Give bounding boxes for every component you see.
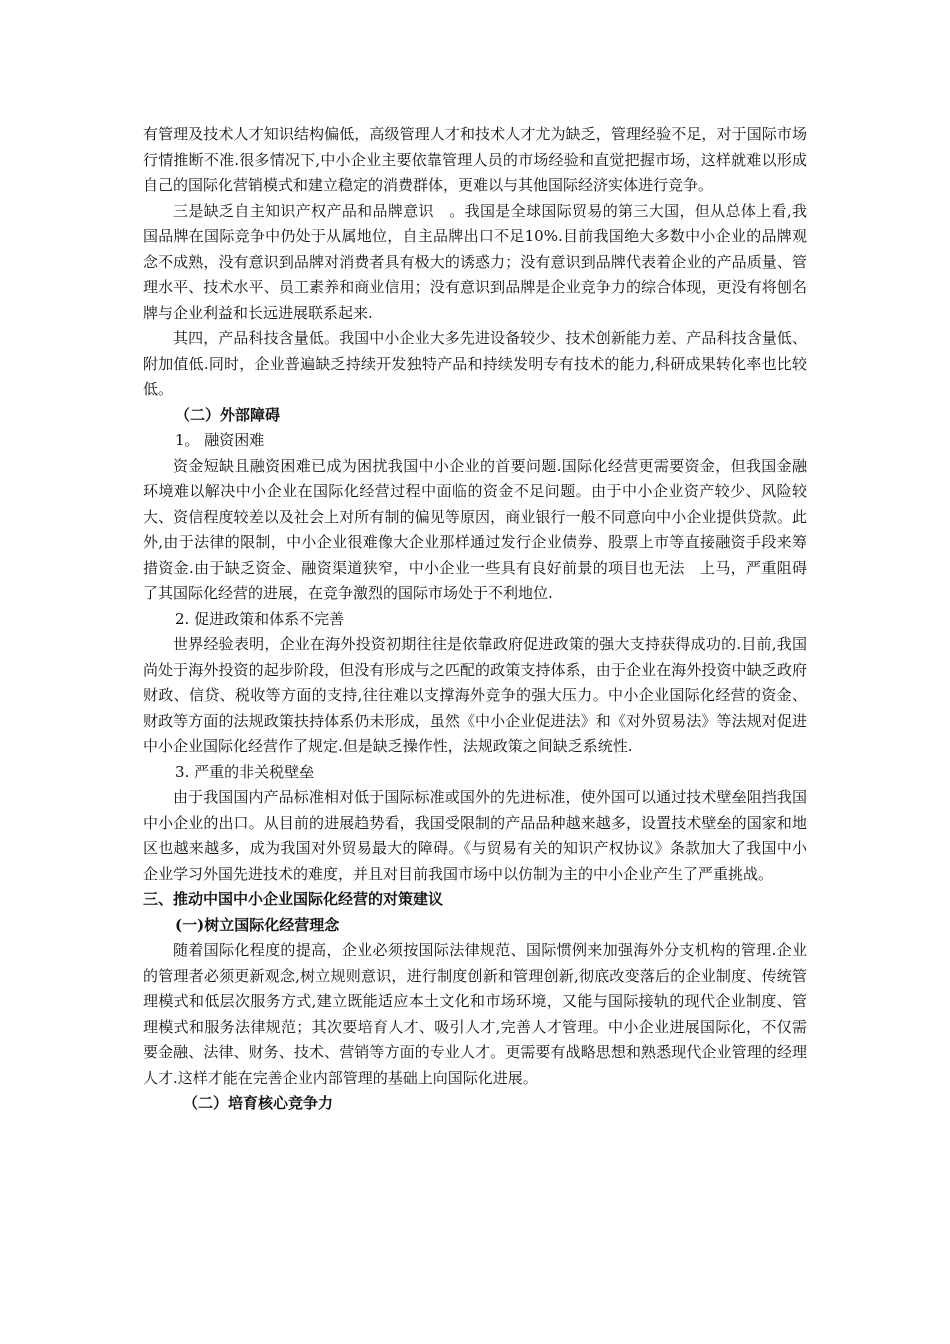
list-item-financing: 1。 融资困难 <box>175 431 265 449</box>
paragraph-brand-awareness: 三是缺乏自主知识产权产品和品牌意识 。我国是全球国际贸易的第三大国，但从总体上看,我国品牌在国际竞争中仍处于从属地位，自主品牌出口不足10%.目前我国绝大多数中小企业的品牌观念不成熟，没有意识到品牌对消费者具有极大的诱惑力；没有意识到品牌代表着企业的产品质量、管理水平、技术水平、员工素养和商业信用；没有意识到品牌是企业竞争力的综合体现，更没有将刨名牌与企业利益和长远进展联系起来. <box>143 201 807 322</box>
paragraph-policy: 世界经验表明，企业在海外投资初期往往是依靠政府促进政策的强大支持获得成功的.目前,我国尚处于海外投资的起步阶段，但没有形成与之匹配的政策支持体系，由于企业在海外投资中缺乏政府财政、信贷、税收等方面的支持,往往难以支撑海外竞争的强大压力。中小企业国际化经营的资金、财政等方面的法规政策扶持体系仍未形成，虽然《中小企业促进法》和《对外贸易法》等法规对促进中小企业国际化经营作了规定.但是缺乏操作性，法规政策之间缺乏系统性. <box>143 635 807 755</box>
section-heading-external-barriers: （二）外部障碍 <box>175 405 281 424</box>
paragraph-non-tariff: 由于我国国内产品标准相对低于国际标准或国外的先进标准，使外国可以通过技术壁垒阻挡我国中小企业的出口。从目前的进展趋势看，我国受限制的产品品种越来越多，设置技术壁垒的国家和地区也越来越多，成为我国对外贸易最大的障碍。《与贸易有关的知识产权协议》条款加大了我国中小企业学习外国先进技术的难度，并且对目前我国市场中以仿制为主的中小企业产生了严重挑战。 <box>143 788 807 883</box>
paragraph-tech-content: 其四，产品科技含量低。我国中小企业大多先进设备较少、技术创新能力差、产品科技含量低、附加值低.同时，企业普遍缺乏持续开发独特产品和持续发明专有技术的能力,科研成果转化率也比较低。 <box>143 329 807 398</box>
section-heading-concept: (一)树立国际化经营理念 <box>175 915 340 934</box>
list-item-policy: 2. 促进政策和体系不完善 <box>175 609 345 628</box>
list-item-non-tariff: 3. 严重的非关税壁垒 <box>175 762 315 781</box>
section-heading-core-competence: （二）培育核心竞争力 <box>183 1094 334 1112</box>
document-body <box>143 122 807 1117</box>
chapter-heading-countermeasures: 三、推动中国中小企业国际化经营的对策建议 <box>143 890 444 908</box>
paragraph-concept: 随着国际化程度的提高，企业必须按国际法律规范、国际惯例来加强海外分支机构的管理.企业的管理者必须更新观念,树立规则意识，进行制度创新和管理创新,彻底改变落后的企业制度、传统管理模式和低层次服务方式,建立既能适应本土文化和市场环境，又能与国际接轨的现代企业制度、管理模式和服务法律规范；其次要培育人才、吸引人才,完善人才管理。中小企业进展国际化，不仅需要金融、法律、财务、技术、营销等方面的专业人才。更需要有战略思想和熟悉现代企业管理的经理人才.这样才能在完善企业内部管理的基础上向国际化进展。 <box>143 941 807 1087</box>
paragraph-financing: 资金短缺且融资困难已成为困扰我国中小企业的首要问题.国际化经营更需要资金，但我国金融环境难以解决中小企业在国际化经营过程中面临的资金不足问题。由于中小企业资产较少、风险较大、资信程度较差以及社会上对所有制的偏见等原因，商业银行一般不同意向中小企业提供贷款。此外,由于法律的限制，中小企业很难像大企业那样通过发行企业债券、股票上市等直接融资手段来筹措资金.由于缺乏资金、融资渠道狭窄，中小企业一些具有良好前景的项目也无法 上马，严重阻碍了其国际化经营的进展，在竞争激烈的国际市场处于不利地位. <box>143 456 807 602</box>
paragraph-continued: 有管理及技术人才知识结构偏低，高级管理人才和技术人才尤为缺乏，管理经验不足，对于国际市场行情推断不准.很多情况下,中小企业主要依靠管理人员的市场经验和直觉把握市场，这样就难以形成自己的国际化营销模式和建立稳定的消费群体，更难以与其他国际经济实体进行竞争。 <box>143 125 807 194</box>
